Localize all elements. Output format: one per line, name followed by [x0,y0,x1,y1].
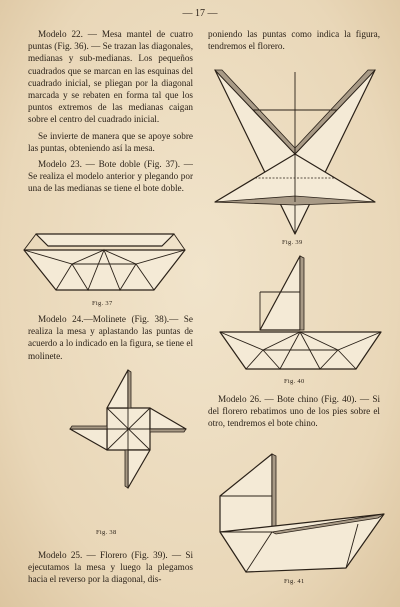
paragraph-modelo-26: Modelo 26. — Bote chino (Fig. 40). — Si del florero rebatimos uno de los pies sobre el otro, tendremos el bote chino. [208,394,380,429]
right-text-top [208,28,380,56]
figure-41-junk [218,452,386,576]
figure-39-florero [210,62,380,237]
right-text-middle [208,393,380,434]
page-number: — 17 — [182,8,218,19]
paragraph-modelo-22: Modelo 22. — Mesa mantel de cuatro puntas (Fig. 36). — Se trazan las diagonales, medianas y sub-medianas. Los pequeños cuadrados que se marcan en las esquinas del cuadrado inicial, se pliegan por la diagonal marcada y se rebaten en forma tal que los puntos extremos de las medianas caigan sobre el centro del cuadrado inicial. [28,29,193,125]
caption-fig-40: Fig. 40 [284,378,305,385]
paragraph-modelo-24: Modelo 24.—Molinete (Fig. 38).— Se realiza la mesa y aplastando las puntas de acuerdo a lo indicado en la figura, se tiene el molinete. [28,314,193,361]
paragraph-invert: Se invierte de manera que se apoye sobre las puntas, obteniendo así la mesa. [28,130,193,153]
figure-38-molinete [58,370,188,520]
figure-37-bote-doble [22,228,187,296]
paragraph-modelo-25: Modelo 25. — Florero (Fig. 39). — Si ejecutamos la mesa y luego la plegamos hacia el reverso por la diagonal, dis- [28,550,193,585]
paragraph-florero-cont: poniendo las puntas como indica la figura, tendremos el florero. [208,29,380,52]
caption-fig-41: Fig. 41 [284,578,305,585]
paragraph-modelo-23: Modelo 23. — Bote doble (Fig. 37). — Se realiza el modelo anterior y plegando por una de las medianas se tiene el bote doble. [28,159,193,194]
caption-fig-38: Fig. 38 [96,529,117,536]
caption-fig-39: Fig. 39 [282,239,303,246]
left-text-bottom [28,549,193,590]
caption-fig-37: Fig. 37 [92,300,113,307]
figure-40-bote-chino [218,256,383,374]
left-text-top [28,28,193,199]
left-text-middle [28,313,193,366]
